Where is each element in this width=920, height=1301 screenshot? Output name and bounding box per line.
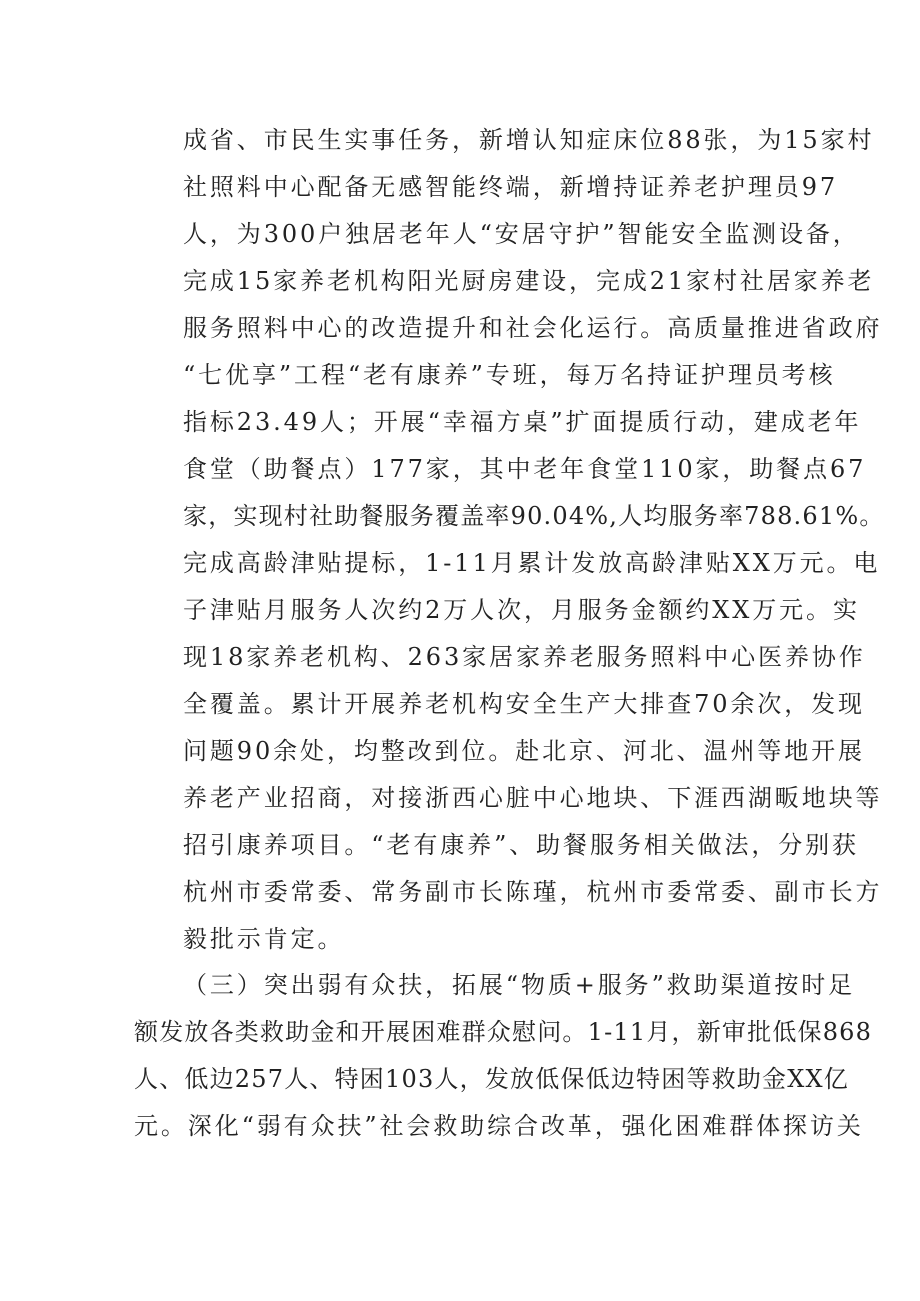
text-line: 全覆盖。累计开展养老机构安全生产大排查70余次，发现 — [183, 690, 865, 718]
paragraph-heading-line: （三）突出弱有众扶，拓展“物质+服务”救助渠道按时足 — [183, 971, 856, 999]
text-line: 养老产业招商，对接浙西心脏中心地块、下涯西湖畈地块等 — [183, 784, 883, 812]
text-line: 额发放各类救助金和开展困难群众慰问。1-11月，新审批低保868 — [134, 1018, 873, 1046]
text-line: 完成高龄津贴提标，1-11月累计发放高龄津贴XX万元。电 — [183, 549, 881, 577]
text-line: 人，为300户独居老年人“安居守护”智能安全监测设备， — [183, 220, 860, 248]
text-line: 毅批示肯定。 — [183, 925, 345, 953]
text-line: 问题90余处，均整改到位。赴北京、河北、温州等地开展 — [183, 737, 865, 765]
text-line: 现18家养老机构、263家居家养老服务照料中心医养协作 — [183, 643, 866, 671]
text-line: 食堂（助餐点）177家，其中老年食堂110家，助餐点67 — [183, 455, 867, 483]
text-line: 服务照料中心的改造提升和社会化运行。高质量推进省政府 — [183, 314, 883, 342]
text-line: 指标23.49人；开展“幸福方桌”扩面提质行动，建成老年 — [183, 408, 862, 436]
text-line: 子津贴月服务人次约2万人次，月服务金额约XX万元。实 — [183, 596, 860, 624]
text-line: 杭州市委常委、常务副市长陈瑾，杭州市委常委、副市长方 — [183, 878, 883, 906]
text-line: “七优享”工程“老有康养”专班，每万名持证护理员考核 — [183, 361, 836, 389]
text-line: 完成15家养老机构阳光厨房建设，完成21家村社居家养老 — [183, 267, 875, 295]
text-line: 家，实现村社助餐服务覆盖率90.04%,人均服务率788.61%。 — [183, 502, 885, 530]
text-line: 元。深化“弱有众扶”社会救助综合改革，强化困难群体探访关 — [134, 1112, 864, 1140]
text-line: 成省、市民生实事任务，新增认知症床位88张，为15家村 — [183, 126, 875, 154]
text-line: 人、低边257人、特困103人，发放低保低边特困等救助金XX亿 — [134, 1065, 849, 1093]
text-line: 社照料中心配备无感智能终端，新增持证养老护理员97 — [183, 173, 839, 201]
text-line: 招引康养项目。“老有康养”、助餐服务相关做法，分别获 — [183, 831, 859, 859]
